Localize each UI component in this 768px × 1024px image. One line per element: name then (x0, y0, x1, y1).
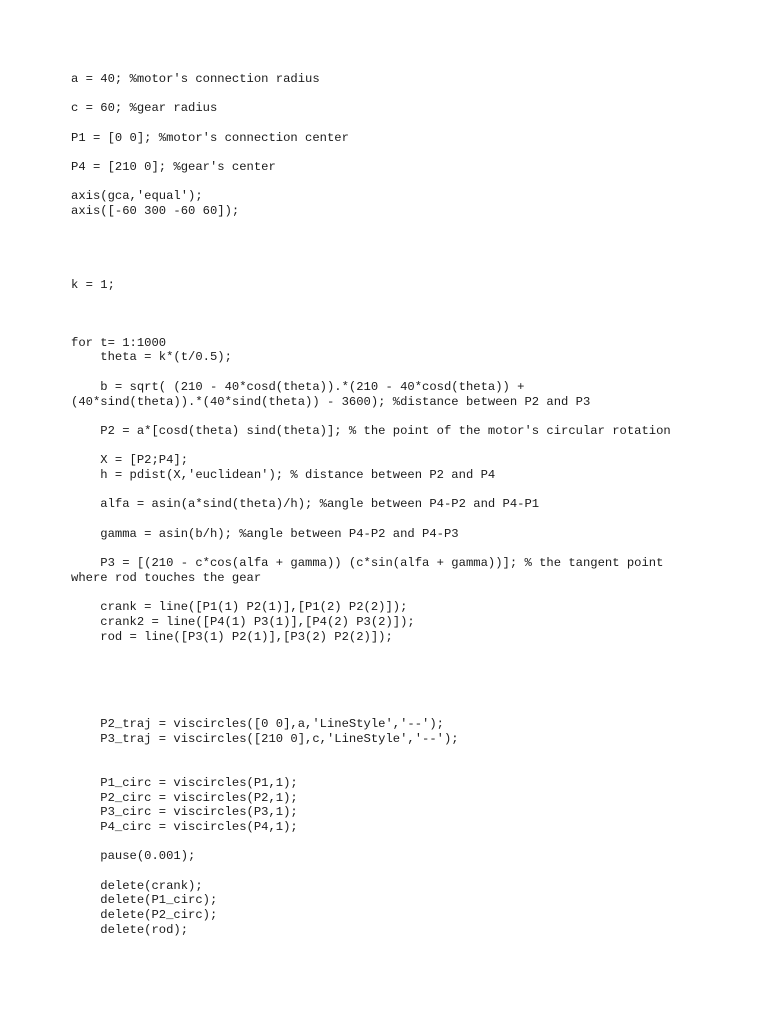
code-line-theta: theta = k*(t/0.5); (71, 350, 232, 364)
code-line-p3-circ: P3_circ = viscircles(P3,1); (71, 805, 298, 819)
code-line-k: k = 1; (71, 278, 115, 292)
code-line-delete-p2-circ: delete(P2_circ); (71, 908, 218, 922)
code-line-p4: P4 = [210 0]; %gear's center (71, 160, 276, 174)
code-line-p2-circ: P2_circ = viscircles(P2,1); (71, 791, 298, 805)
code-line-p1-circ: P1_circ = viscircles(P1,1); (71, 776, 298, 790)
code-line-delete-p1-circ: delete(P1_circ); (71, 893, 218, 907)
code-line-rod: rod = line([P3(1) P2(1)],[P3(2) P2(2)]); (71, 630, 393, 644)
code-line-h: h = pdist(X,'euclidean'); % distance between P2 and P4 (71, 468, 496, 482)
code-line-x: X = [P2;P4]; (71, 453, 189, 467)
code-line-p2: P2 = a*[cosd(theta) sind(theta)]; % the point of the motor's circular rotation (71, 424, 671, 438)
code-line-radius-a: a = 40; %motor's connection radius (71, 72, 320, 86)
code-line-pause: pause(0.001); (71, 849, 196, 863)
code-line-gamma: gamma = asin(b/h); %angle between P4-P2 and P4-P3 (71, 527, 459, 541)
code-line-p3-traj: P3_traj = viscircles([210 0],c,'LineStyle','--'); (71, 732, 459, 746)
code-line-alfa: alfa = asin(a*sind(theta)/h); %angle between P4-P2 and P4-P1 (71, 497, 540, 511)
code-line-p1: P1 = [0 0]; %motor's connection center (71, 131, 349, 145)
code-line-delete-crank: delete(crank); (71, 879, 203, 893)
code-line-p3-part2: where rod touches the gear (71, 571, 262, 585)
code-line-for: for t= 1:1000 (71, 336, 167, 350)
code-line-b-part1: b = sqrt( (210 - 40*cosd(theta)).*(210 - 40*cosd(theta)) + (71, 380, 525, 394)
code-line-crank: crank = line([P1(1) P2(1)],[P1(2) P2(2)]); (71, 600, 408, 614)
code-line-b-part2: (40*sind(theta)).*(40*sind(theta)) - 3600); %distance between P2 and P3 (71, 395, 591, 409)
code-line-crank2: crank2 = line([P4(1) P3(1)],[P4(2) P3(2)]); (71, 615, 415, 629)
code-line-p2-traj: P2_traj = viscircles([0 0],a,'LineStyle','--'); (71, 717, 444, 731)
code-line-p3-part1: P3 = [(210 - c*cos(alfa + gamma)) (c*sin(alfa + gamma))]; % the tangent point (71, 556, 664, 570)
code-line-axis-limits: axis([-60 300 -60 60]); (71, 204, 240, 218)
code-line-p4-circ: P4_circ = viscircles(P4,1); (71, 820, 298, 834)
code-line-delete-rod: delete(rod); (71, 923, 189, 937)
code-line-radius-c: c = 60; %gear radius (71, 101, 218, 115)
code-line-axis-equal: axis(gca,'equal'); (71, 189, 203, 203)
